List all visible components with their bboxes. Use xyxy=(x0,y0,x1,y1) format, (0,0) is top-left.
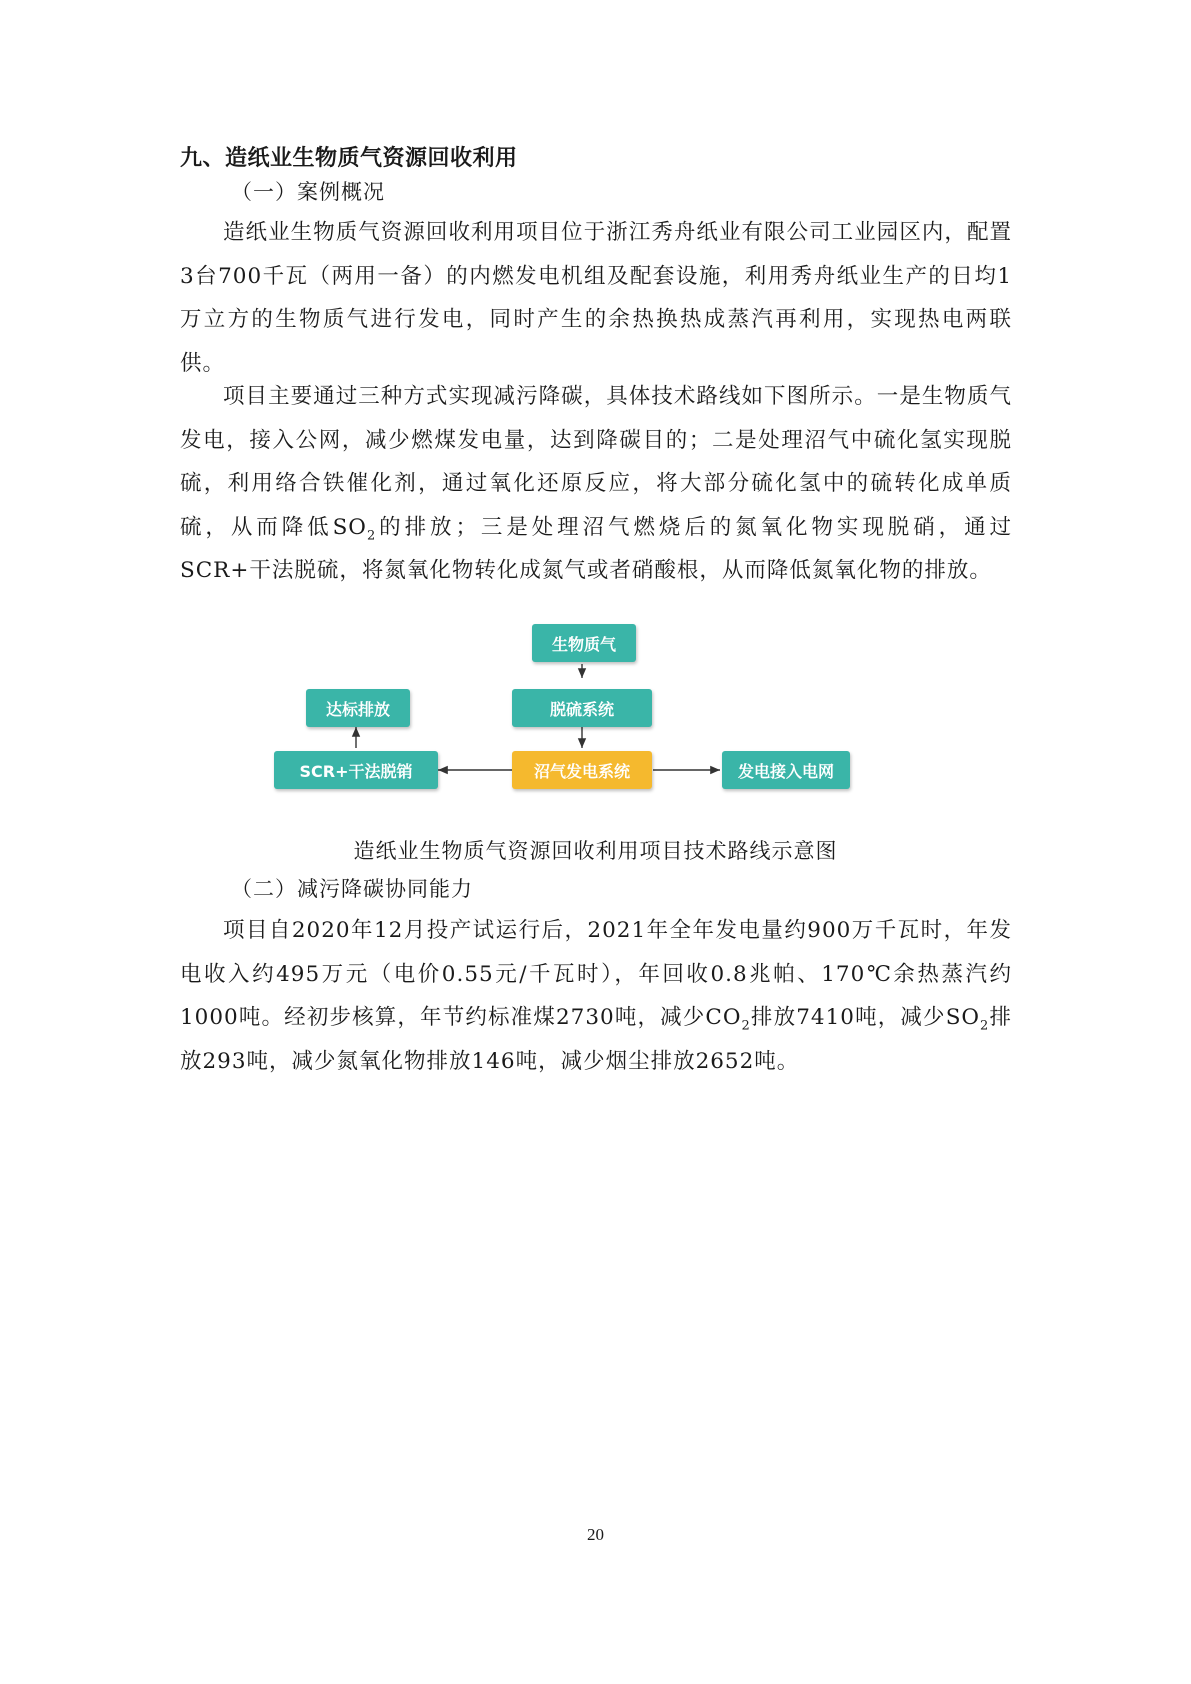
node-biogas: 生物质气 xyxy=(532,624,636,662)
paragraph-text: 的排放；三是处理沼气燃烧后的氮氧化物实现脱硝，通过SCR+干法脱硫，将氮氧化物转化成氮气或者硝酸根，从而降低氮氧化物的排放。 xyxy=(180,514,1012,583)
subscript: 2 xyxy=(980,1018,990,1034)
node-desulfurization: 脱硫系统 xyxy=(512,689,652,727)
paragraph-text: 项目主要通过三种方式实现减污降碳，具体技术路线如下图所示。一是生物质气发电，接入公网，减少燃煤发电量，达到降碳目的；二是处理沼气中硫化氢实现脱硫，利用络合铁催化剂，通过氧化还原反应，将大部分硫化氢中的硫转化成单质硫，从而降低SO xyxy=(180,384,1012,540)
subscript: 2 xyxy=(741,1018,751,1034)
paragraph-text: 排放293吨，减少氮氧化物排放146吨，减少烟尘排放2652吨。 xyxy=(180,1005,1012,1074)
node-power-system: 沼气发电系统 xyxy=(512,751,652,789)
diagram-caption: 造纸业生物质气资源回收利用项目技术路线示意图 xyxy=(353,839,838,863)
synergy-heading: （二）减污降碳协同能力 xyxy=(231,877,473,901)
paragraph-text: 排放7410吨，减少SO xyxy=(750,1005,981,1030)
synergy-paragraph-1 xyxy=(180,909,1012,1083)
overview-paragraph-2 xyxy=(180,375,1012,593)
node-scr: SCR+干法脱销 xyxy=(274,751,438,789)
subscript: 2 xyxy=(366,527,377,543)
overview-heading: （一）案例概况 xyxy=(231,180,385,204)
node-grid: 发电接入电网 xyxy=(722,751,850,789)
node-emission: 达标排放 xyxy=(306,689,410,727)
section-title: 九、造纸业生物质气资源回收利用 xyxy=(180,146,518,171)
paragraph-text: 项目自2020年12月投产试运行后，2021年全年发电量约900万千瓦时，年发电收入约495万元（电价0.55元/千瓦时），年回收0.8兆帕、170℃余热蒸汽约1000吨。经初步核算，年节约标准煤2730吨，减少CO xyxy=(180,918,1012,1030)
technology-route-diagram xyxy=(270,620,870,820)
page-number: 20 xyxy=(587,1525,604,1544)
overview-paragraph-1: 造纸业生物质气资源回收利用项目位于浙江秀舟纸业有限公司工业园区内，配置3台700千瓦（两用一备）的内燃发电机组及配套设施，利用秀舟纸业生产的日均1万立方的生物质气进行发电，同时产生的余热换热成蒸汽再利用，实现热电两联供。 xyxy=(180,220,1012,376)
